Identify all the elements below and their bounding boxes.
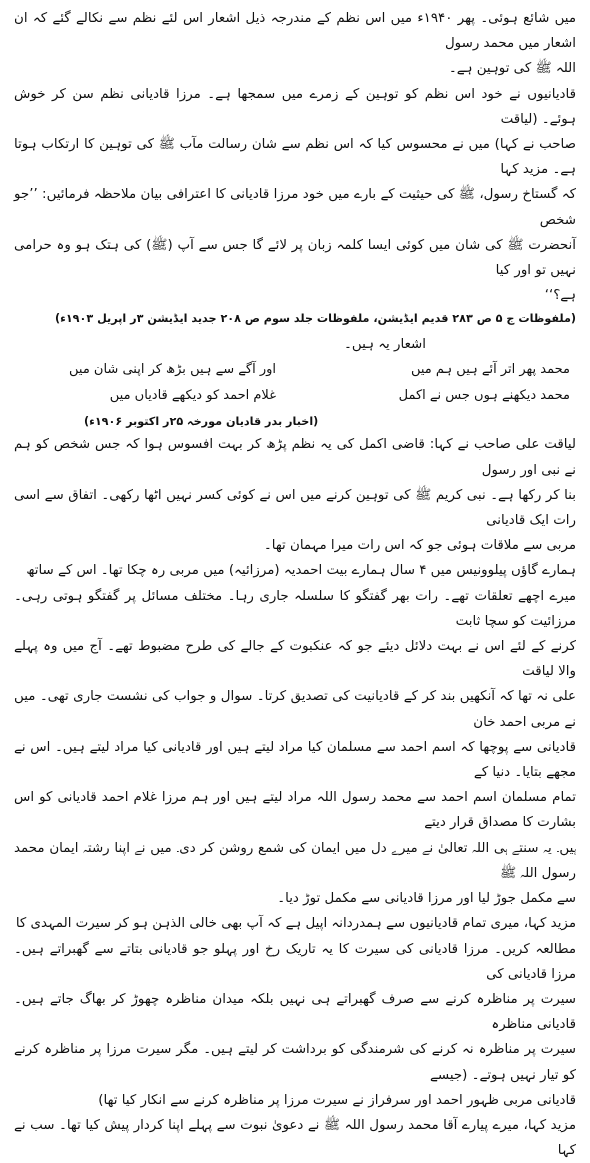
text-line: تمام مسلمان اسم احمد سے محمد رسول اللہ مراد لیتے ہیں اور ہم مرزا غلام احمد قادیانی کو اس بشارت کا مصداق قرار دیتے [14, 790, 576, 831]
text-line: آنحضرت ﷺ کی شان میں کوئی ایسا کلمہ زبان پر لائے گا جس سے آپ (ﷺ) کی ہتک ہو وہ حرامی نہیں تو اور کیا [14, 237, 576, 279]
text-line: سے مکمل جوڑ لیا اور مرزا قادیانی سے مکمل توڑ دیا۔ [277, 891, 576, 907]
text-line: علی نہ تھا کہ آنکھیں بند کر کے قادیانیت کی تصدیق کرتا۔ سوال و جواب کی نشست جاری تھی۔ میں نے مربی احمد خان [14, 689, 576, 730]
reference-citation: (ملفوظات ج ۵ ص ۲۸۳ قدیم ایڈیشن، ملفوظات جلد سوم ص ۲۰۸ جدید ایڈیشن ۳ر اپریل ۱۹۰۳ء) [55, 312, 576, 326]
text-line: میں شائع ہوئی۔ پھر ۱۹۴۰ء میں اس نظم کے مندرجہ ذیل اشعار اس لئے نظم سے نکالے گئے کہ ان اشعار میں محمد رسول [14, 11, 576, 52]
text-line: کرنے کے لئے اس نے بہت دلائل دیئے جو کہ عنکبوت کے جالے کی طرح مضبوط تھے۔ آج میں وہ پہلے والا لیاقت [14, 639, 576, 680]
text-line: سیرت پر مناظرہ نہ کرنے کی شرمندگی کو برداشت کر لیتے ہیں۔ مگر سیرت مرزا پر مناظرہ کرنے کو تیار نہیں ہوتے۔ (جیسے [14, 1042, 576, 1083]
poem-heading: اشعار یہ ہیں۔ [344, 337, 426, 353]
text-line: اللہ ﷺ کی توہین ہے۔ [448, 61, 576, 77]
text-line: قادیانیوں نے خود اس نظم کو توہین کے زمرے میں سمجھا ہے۔ مرزا قادیانی نظم سن کر خوش ہوئے۔ (لیاقت [14, 86, 576, 127]
intro-paragraph [14, 6, 576, 82]
verse-2: اور آگے سے ہیں بڑھ کر اپنی شان میں [69, 362, 276, 378]
verse-3: محمد دیکھنے ہوں جس نے اکمل [398, 388, 570, 404]
verse-4: غلام احمد کو دیکھے قادیاں میں [109, 388, 276, 404]
poem-reference: (اخبار بدر قادیان مورخہ ۲۵ر اکتوبر ۱۹۰۶ء) [84, 415, 319, 429]
text-line: بنا کر رکھا ہے۔ نبی کریم ﷺ کی توہین کرنے میں اس نے کوئی کسر نہیں اٹھا رکھی۔ اتفاق سے اسی رات ایک قادیانی [14, 487, 576, 529]
paragraph-2 [14, 432, 576, 558]
text-line: مزید کہا، میرے پیارے آقا محمد رسول اللہ ﷺ نے دعویٰ نبوت سے پہلے اپنا کردار پیش کیا تھا۔ سب نے کہا [14, 1117, 576, 1159]
text-line: مطالعہ کریں۔ مرزا قادیانی کی سیرت کا یہ تاریک رخ اور پہلو جو قادیانی بتاتے سے گھبراتے ہیں۔ مرزا قادیانی کی [14, 941, 576, 982]
text-line: مزید کہا، میری تمام قادیانیوں سے ہمدردانہ اپیل ہے کہ آپ بھی خالی الذہن ہو کر سیرت المہدی کا [15, 916, 576, 932]
text-line: سیرت پر مناظرہ کرنے سے صرف گھبراتے ہی نہیں بلکہ میدان مناظرہ چھوڑ کر بھاگ جاتے ہیں۔ قادیانی مناظرہ [14, 991, 576, 1033]
poem-verses [14, 357, 576, 411]
paragraph-3 [14, 558, 576, 911]
verse-1: محمد پھر اتر آئے ہیں ہم میں [410, 362, 570, 378]
text-line: قادیانی سے پوچھا کہ اسم احمد سے مسلمان کیا مراد لیتے ہیں اور قادیانی کیا مراد لیتے ہیں۔ اس نے مجھے بتایا۔ دنیا کے [14, 739, 576, 781]
text-line: لیاقت علی صاحب نے کہا: قاضی اکمل کی یہ نظم پڑھ کر بہت افسوس ہوا کہ جس شخص کو ہم نے نبی اور رسول [14, 437, 576, 478]
text-line: میرے اچھے تعلقات تھے۔ رات بھر گفتگو کا سلسلہ جاری رہا۔ مختلف مسائل پر گفتگو ہوتی رہی۔ مرزائیت کو سچا ثابت [14, 588, 576, 629]
text-line: مربی سے ملاقات ہوئی جو کہ اس رات میرا مہمان تھا۔ [263, 538, 576, 554]
text-line: ہیں۔ یہ سنتے ہی اللہ تعالیٰ نے میرے دل میں ایمان کی شمع روشن کر دی۔ میں نے اپنا رشتہ ایمان محمد رسول اللہ ﷺ [14, 840, 576, 881]
paragraph-5 [14, 1113, 576, 1163]
text-line: ہمارے گاؤں پیلوونیس میں ۴ سال ہمارے بیت احمدیہ (مرزائیہ) میں مربی رہ چکا تھا۔ اس کے ساتھ [26, 563, 576, 579]
paragraph-4 [14, 911, 576, 1113]
paragraph-1 [14, 82, 576, 309]
text-line: قادیانی مربی ظہور احمد اور سرفراز نے سیرت مرزا پر مناظرہ کرنے سے انکار کیا تھا) [98, 1092, 576, 1108]
text-line: کہ گستاخ رسول، ﷺ کی حیثیت کے بارے میں خود مرزا قادیانی کا اعترافی بیان ملاحظہ فرمائیں: ’’جو شخص [14, 187, 576, 228]
text-line: صاحب نے کہا) میں نے محسوس کیا کہ اس نظم سے شان رسالت مآب ﷺ کی توہین کا ارتکاب ہوتا ہے۔ مزید کہا [14, 137, 576, 178]
text-line: ہے؟‘‘ [544, 288, 576, 304]
